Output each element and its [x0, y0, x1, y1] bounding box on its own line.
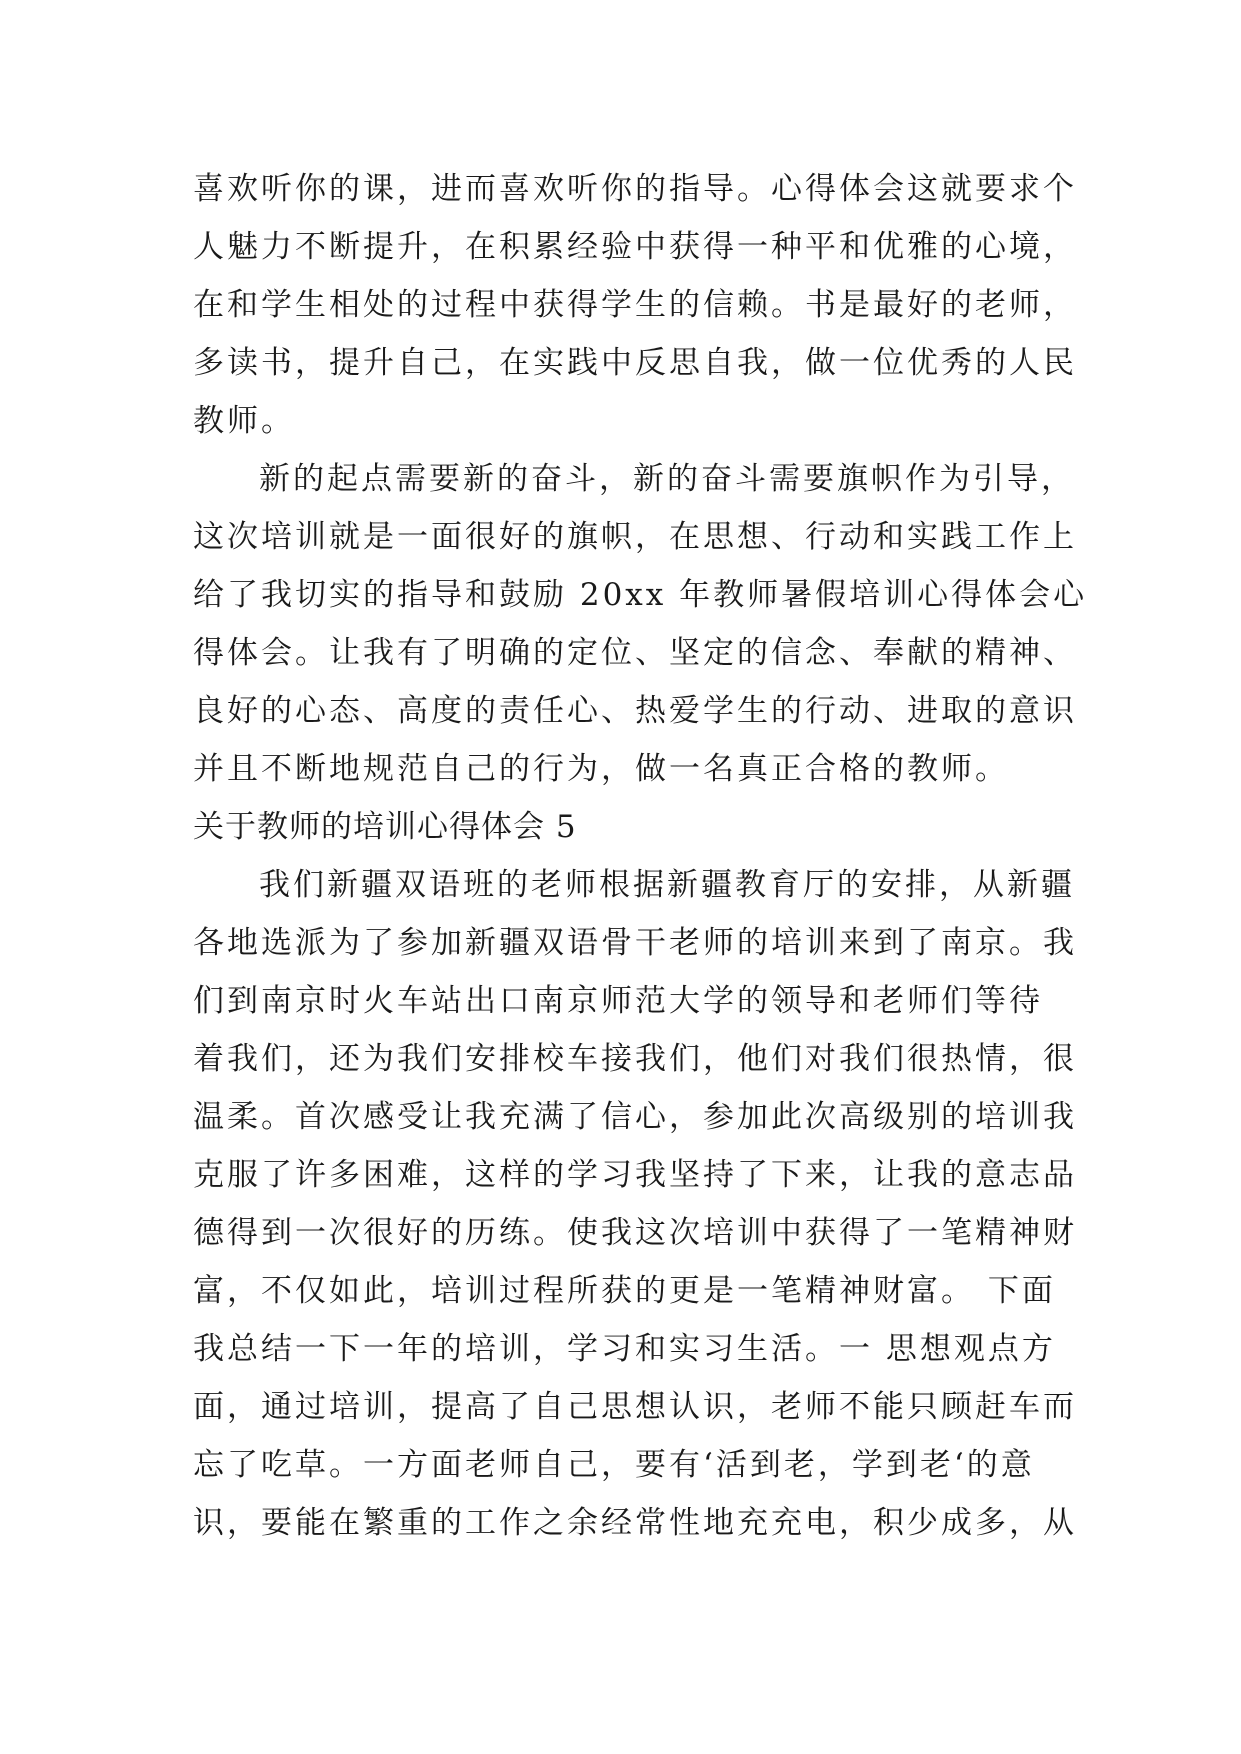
- text-line: 并且不断地规范自己的行为，做一名真正合格的教师。: [193, 751, 1009, 787]
- text-line: 人魅力不断提升，在积累经验中获得一种平和优雅的心境，: [193, 229, 1077, 265]
- text-line: 忘了吃草。一方面老师自己，要有‘活到老，学到老‘的意: [193, 1447, 1035, 1483]
- text-line: 富，不仅如此，培训过程所获的更是一笔精神财富。 下面: [193, 1273, 1056, 1309]
- text-line: 喜欢听你的课，进而喜欢听你的指导。心得体会这就要求个: [193, 171, 1077, 207]
- text-line: 我总结一下一年的培训，学习和实习生活。一 思想观点方: [193, 1331, 1056, 1367]
- text-line: 给了我切实的指导和鼓励 20xx 年教师暑假培训心得体会心: [193, 577, 1088, 613]
- text-line: 各地选派为了参加新疆双语骨干老师的培训来到了南京。我: [193, 925, 1077, 961]
- section-heading: 关于教师的培训心得体会 5: [193, 809, 577, 845]
- text-line: 在和学生相处的过程中获得学生的信赖。书是最好的老师，: [193, 287, 1077, 323]
- text-line: 良好的心态、高度的责任心、热爱学生的行动、进取的意识: [193, 693, 1077, 729]
- text-line: 教师。: [193, 403, 295, 439]
- text-line: 识，要能在繁重的工作之余经常性地充充电，积少成多，从: [193, 1505, 1077, 1541]
- text-line: 着我们，还为我们安排校车接我们，他们对我们很热情，很: [193, 1041, 1077, 1077]
- paragraph-start-line: 我们新疆双语班的老师根据新疆教育厅的安排，从新疆: [259, 867, 1075, 903]
- document-body: [193, 160, 1088, 1552]
- text-line: 面，通过培训，提高了自己思想认识，老师不能只顾赶车而: [193, 1389, 1077, 1425]
- text-line: 这次培训就是一面很好的旗帜，在思想、行动和实践工作上: [193, 519, 1077, 555]
- text-line: 们到南京时火车站出口南京师范大学的领导和老师们等待: [193, 983, 1043, 1019]
- text-line: 德得到一次很好的历练。使我这次培训中获得了一笔精神财: [193, 1215, 1077, 1251]
- text-line: 克服了许多困难，这样的学习我坚持了下来，让我的意志品: [193, 1157, 1077, 1193]
- text-line: 温柔。首次感受让我充满了信心，参加此次高级别的培训我: [193, 1099, 1077, 1135]
- paragraph-start-line: 新的起点需要新的奋斗，新的奋斗需要旗帜作为引导，: [259, 461, 1075, 497]
- text-line: 多读书，提升自己，在实践中反思自我，做一位优秀的人民: [193, 345, 1077, 381]
- text-line: 得体会。让我有了明确的定位、坚定的信念、奉献的精神、: [193, 635, 1077, 671]
